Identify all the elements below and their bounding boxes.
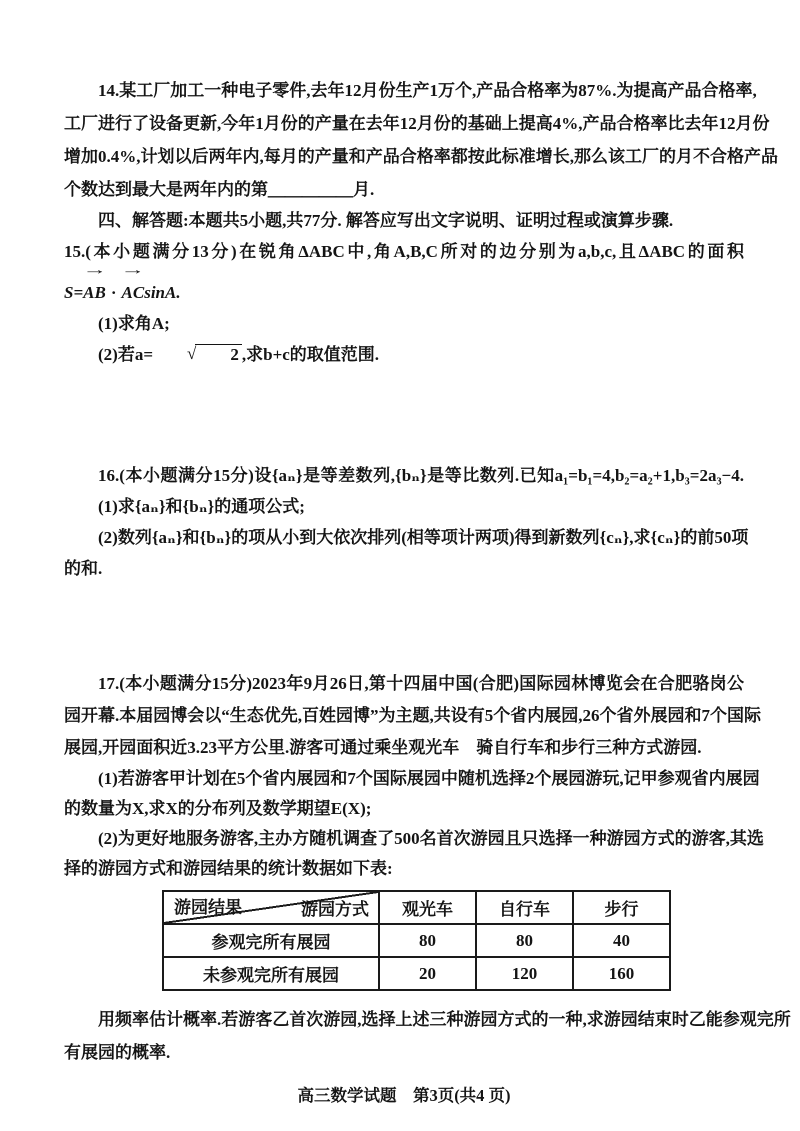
q17-intro-line-1: 17.(本小题满分15分)2023年9月26日,第十四届中国(合肥)国际园林博览会在合肥骆岗公: [98, 674, 744, 693]
vector-AC-label: AC: [121, 283, 145, 302]
vector-AB-label: AB: [83, 283, 106, 302]
stats-table: [162, 890, 671, 991]
table-corner-cell: [163, 891, 379, 924]
q15-intro: 15.(本小题满分13分)在锐角ΔABC中,角A,B,C所对的边分别为a,b,c,且ΔABC的面积: [64, 242, 744, 261]
col-header-walking: 步行: [573, 891, 670, 924]
corner-label-bottom: 游园结果: [174, 898, 242, 917]
sqrt-radicand: 2: [195, 344, 242, 364]
q15-formula: [64, 262, 744, 308]
row-label-not-completed: 未参观完所有展园: [163, 957, 379, 990]
q14-line-3: 增加0.4%,计划以后两年内,每月的产量和产品合格率都按此标准增长,那么该工厂的月不合格产品: [64, 147, 778, 166]
q16-line-1: 16.(本小题满分15分)设{aₙ}是等差数列,{bₙ}是等比数列.已知a₁=b₁=4,b₂=a₂+1,b₃=2a₃−4.: [98, 466, 744, 485]
q17-item2-line-2: 择的游园方式和游园结果的统计数据如下表:: [64, 859, 393, 878]
dot-operator: ·: [110, 283, 117, 302]
q15-item2-post: ,求b+c的取值范围.: [241, 345, 380, 364]
formula-rhs: sinA.: [144, 283, 181, 302]
table-cell: 80: [379, 924, 476, 957]
q15-item-2: [64, 339, 744, 370]
q14-line4-text: 个数达到最大是两年内的第: [64, 180, 268, 199]
q14-line-4: [64, 173, 744, 206]
vector-AB: [82, 262, 107, 308]
table-row: [163, 924, 670, 957]
vector-AC: [120, 262, 146, 308]
q15-item-1: (1)求角A;: [98, 314, 170, 333]
answer-blank: ＿＿＿＿＿: [268, 180, 353, 199]
q14-line-2: 工厂进行了设备更新,今年1月份的产量在去年12月份的基础上提高4%,产品合格率比去年12月份: [64, 114, 770, 133]
q16-item-1: (1)求{aₙ}和{bₙ}的通项公式;: [98, 497, 305, 516]
q17-intro-line-3: 展园,开园面积近3.23平方公里.游客可通过乘坐观光车 骑自行车和步行三种方式游园.: [64, 738, 702, 757]
q17-closing: [64, 1003, 791, 1069]
vector-arrow-icon: →: [82, 262, 107, 277]
q16-item-2-line-2: 的和.: [64, 559, 103, 578]
table-cell: 160: [573, 957, 670, 990]
corner-label-top: 游园方式: [301, 900, 369, 919]
q17-intro-line-2: 园开幕.本届园博会以“生态优先,百姓园博”为主题,共设有5个省内展园,26个省外展园和7个国际: [64, 706, 761, 725]
q17-closing-line-1: 用频率估计概率.若游客乙首次游园,选择上述三种游园方式的一种,求游园结束时乙能参观完所: [98, 1010, 791, 1029]
q17-item1-line-1: (1)若游客甲计划在5个省内展园和7个国际展园中随机选择2个展园游玩,记甲参观省内展园: [98, 769, 760, 788]
table-cell: 20: [379, 957, 476, 990]
section-heading: 四、解答题:本题共5小题,共77分. 解答应写出文字说明、证明过程或演算步骤.: [98, 211, 674, 230]
table-row: [163, 957, 670, 990]
table-cell: 40: [573, 924, 670, 957]
question-16: [64, 460, 749, 584]
q15-item2-pre: (2)若a=: [98, 345, 154, 364]
formula-lhs: S=: [64, 283, 84, 302]
q17-item2-line-1: (2)为更好地服务游客,主办方随机调查了500名首次游园且只选择一种游园方式的游客,其选: [98, 829, 764, 848]
row-label-completed: 参观完所有展园: [163, 924, 379, 957]
q16-item-2-line-1: (2)数列{aₙ}和{bₙ}的项从小到大依次排列(相等项计两项)得到新数列{cₙ},求{cₙ}的前50项: [98, 528, 749, 547]
col-header-sightseeing-bus: 观光车: [379, 891, 476, 924]
q17-closing-line-2: 有展园的概率.: [64, 1043, 171, 1062]
page-footer: 高三数学试题 第3页(共4 页): [297, 1086, 511, 1105]
table-cell: 120: [476, 957, 573, 990]
question-17: [64, 668, 791, 1069]
q14-line4-suffix: 月.: [353, 180, 375, 199]
q14-line-1: 14.某工厂加工一种电子零件,去年12月份生产1万个,产品合格率为87%.为提高产品合格率,: [98, 81, 757, 100]
vector-arrow-icon: →: [120, 262, 146, 277]
table-cell: 80: [476, 924, 573, 957]
q17-item-1: [64, 764, 760, 824]
q17-item-2: [64, 824, 764, 884]
q17-item1-line-2: 的数量为X,求X的分布列及数学期望E(X);: [64, 799, 372, 818]
sqrt-radical-icon: √: [187, 344, 197, 363]
col-header-bicycle: 自行车: [476, 891, 573, 924]
question-15: [64, 236, 744, 370]
table-header-row: [163, 891, 670, 924]
question-14: [64, 74, 778, 206]
